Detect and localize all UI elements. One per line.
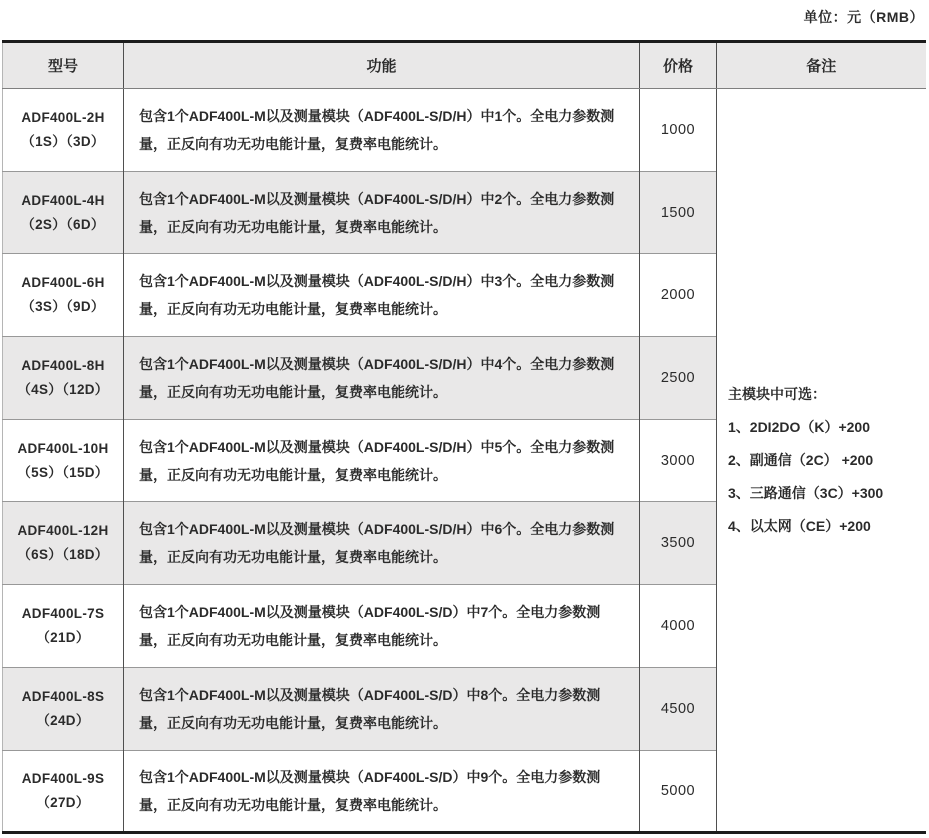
model-cell: [3, 502, 124, 585]
price-cell: 1500: [640, 171, 717, 254]
col-header-function: 功能: [124, 42, 640, 89]
model-name: ADF400L-8H: [21, 357, 105, 373]
price-cell: 1000: [640, 89, 717, 172]
function-cell: 包含1个ADF400L-M以及测量模块（ADF400L-S/D）中9个。全电力参数测量，正反向有功无功电能计量，复费率电能统计。: [124, 750, 640, 833]
function-cell: 包含1个ADF400L-M以及测量模块（ADF400L-S/D/H）中3个。全电力参数测量，正反向有功无功电能计量，复费率电能统计。: [124, 254, 640, 337]
model-name: ADF400L-2H: [21, 109, 105, 125]
model-codes: （6S）（18D）: [17, 547, 109, 563]
col-header-remark: 备注: [717, 42, 926, 89]
model-name: ADF400L-8S: [21, 688, 105, 704]
function-cell: 包含1个ADF400L-M以及测量模块（ADF400L-S/D/H）中6个。全电力参数测量，正反向有功无功电能计量，复费率电能统计。: [124, 502, 640, 585]
model-codes: （27D）: [36, 794, 90, 810]
unit-label: 单位：元（RMB）: [803, 9, 924, 25]
function-cell: 包含1个ADF400L-M以及测量模块（ADF400L-S/D）中8个。全电力参数测量，正反向有功无功电能计量，复费率电能统计。: [124, 667, 640, 750]
function-cell: 包含1个ADF400L-M以及测量模块（ADF400L-S/D/H）中2个。全电力参数测量，正反向有功无功电能计量，复费率电能统计。: [124, 171, 640, 254]
col-header-price: 价格: [640, 42, 717, 89]
remark-option: 1、2DI2DO（K）+200: [728, 418, 871, 435]
col-header-model: 型号: [3, 42, 124, 89]
function-cell: 包含1个ADF400L-M以及测量模块（ADF400L-S/D/H）中1个。全电力参数测量，正反向有功无功电能计量，复费率电能统计。: [124, 89, 640, 172]
remark-cell: [717, 89, 926, 833]
price-cell: 2000: [640, 254, 717, 337]
model-codes: （3S）（9D）: [21, 299, 105, 315]
model-name: ADF400L-7S: [21, 605, 105, 621]
price-cell: 3000: [640, 419, 717, 502]
function-cell: 包含1个ADF400L-M以及测量模块（ADF400L-S/D/H）中4个。全电力参数测量，正反向有功无功电能计量，复费率电能统计。: [124, 337, 640, 420]
model-codes: （21D）: [36, 629, 90, 645]
model-name: ADF400L-6H: [21, 275, 105, 291]
model-codes: （24D）: [36, 712, 90, 728]
model-codes: （5S）（15D）: [17, 464, 109, 480]
price-cell: 5000: [640, 750, 717, 833]
model-cell: [3, 585, 124, 668]
model-cell: [3, 667, 124, 750]
remark-option: 3、三路通信（3C）+300: [728, 484, 884, 501]
model-cell: [3, 254, 124, 337]
price-table: [2, 40, 926, 834]
model-name: ADF400L-10H: [17, 440, 109, 456]
price-cell: 2500: [640, 337, 717, 420]
header-row: [3, 42, 926, 89]
remark-title: 主模块中可选：: [728, 385, 826, 402]
price-cell: 4000: [640, 585, 717, 668]
remark-option: 4、以太网（CE）+200: [728, 517, 871, 534]
price-cell: 3500: [640, 502, 717, 585]
model-codes: （2S）（6D）: [21, 216, 105, 232]
model-codes: （4S）（12D）: [17, 381, 109, 397]
function-cell: 包含1个ADF400L-M以及测量模块（ADF400L-S/D/H）中5个。全电力参数测量，正反向有功无功电能计量，复费率电能统计。: [124, 419, 640, 502]
model-codes: （1S）（3D）: [21, 133, 105, 149]
model-name: ADF400L-4H: [21, 192, 105, 208]
model-name: ADF400L-12H: [17, 523, 109, 539]
model-cell: [3, 171, 124, 254]
table-row: [3, 89, 926, 172]
function-cell: 包含1个ADF400L-M以及测量模块（ADF400L-S/D）中7个。全电力参数测量，正反向有功无功电能计量，复费率电能统计。: [124, 585, 640, 668]
remark-option: 2、副通信（2C） +200: [728, 451, 874, 468]
model-cell: [3, 419, 124, 502]
table-header: [3, 42, 926, 89]
model-cell: [3, 750, 124, 833]
price-cell: 4500: [640, 667, 717, 750]
model-name: ADF400L-9S: [21, 770, 105, 786]
model-cell: [3, 337, 124, 420]
model-cell: [3, 89, 124, 172]
